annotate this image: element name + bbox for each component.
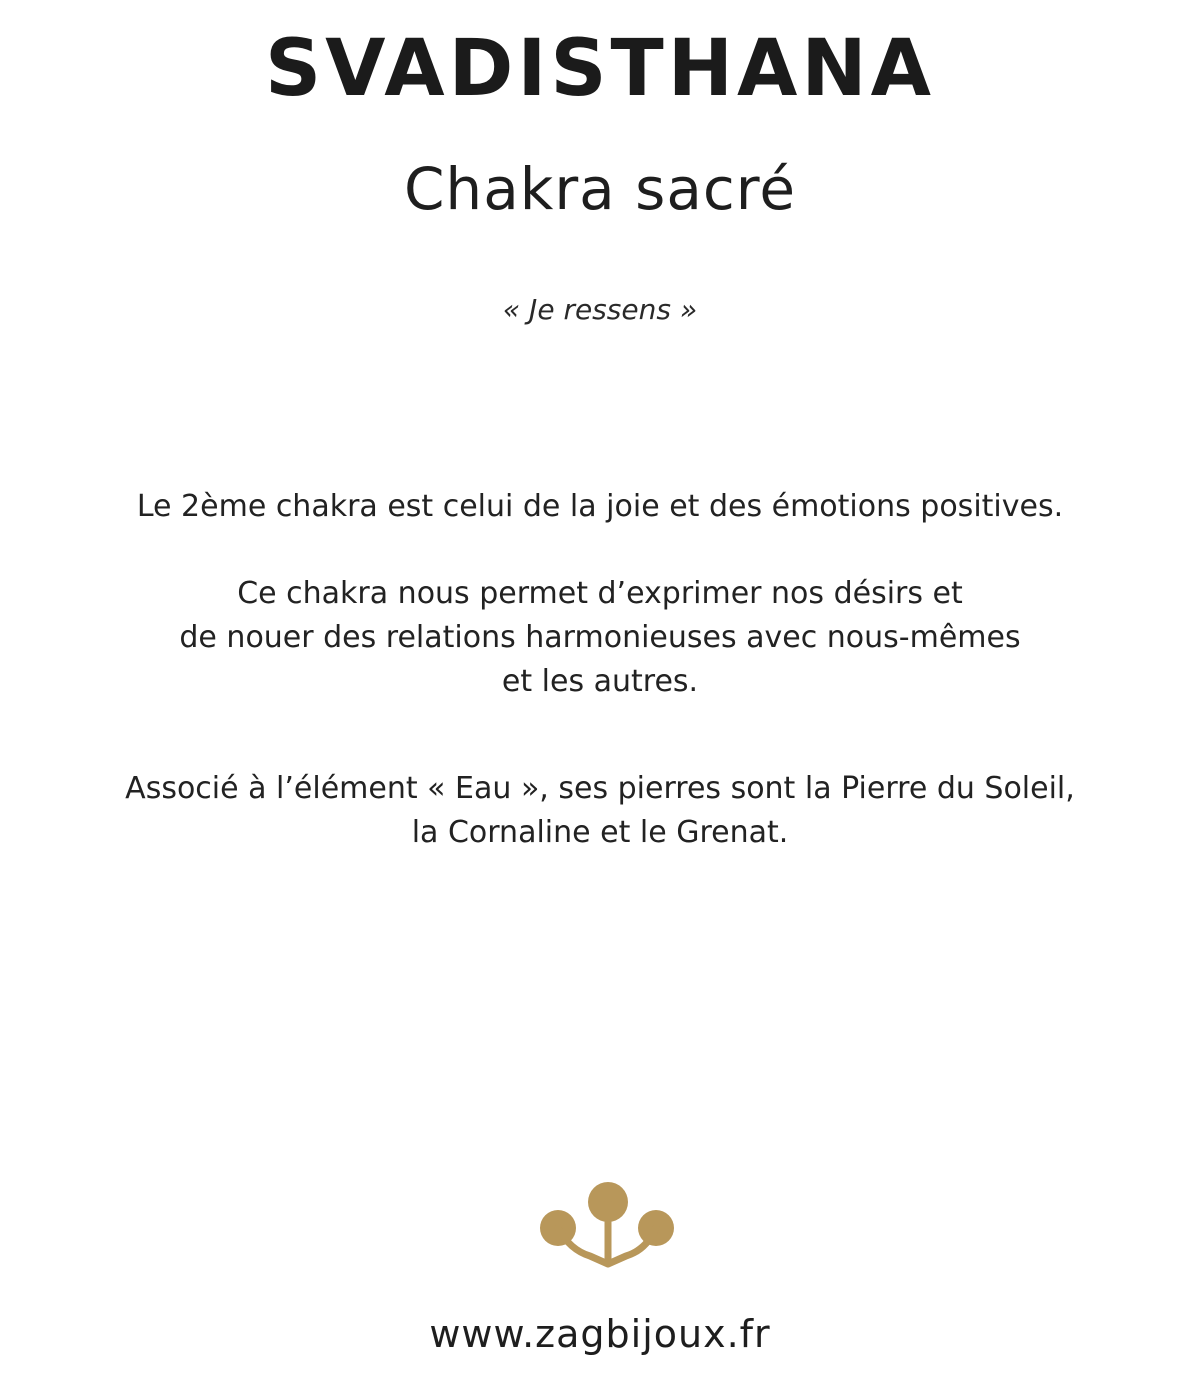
page-title: SVADISTHANA — [264, 24, 936, 114]
paragraph-line: Associé à l’élément « Eau », ses pierres sont la Pierre du Soleil, — [125, 771, 1075, 806]
three-dots-branch-logo-icon — [534, 1178, 680, 1270]
motto-quote: « Je ressens » — [502, 293, 698, 326]
paragraph-line: Ce chakra nous permet d’exprimer nos désirs et — [237, 576, 963, 611]
paragraph-line: de nouer des relations harmonieuses avec nous-mêmes — [179, 620, 1021, 655]
paragraph-element-stones — [0, 767, 1200, 855]
paragraph-line: Le 2ème chakra est celui de la joie et des émotions positives. — [136, 489, 1064, 524]
paragraph-desires — [0, 572, 1200, 704]
paragraph-line: la Cornaline et le Grenat. — [411, 815, 789, 850]
website-url: www.zagbijoux.fr — [429, 1312, 771, 1356]
paragraph-line: et les autres. — [501, 664, 699, 699]
page-subtitle: Chakra sacré — [403, 155, 797, 223]
paragraph-intro — [0, 485, 1200, 529]
